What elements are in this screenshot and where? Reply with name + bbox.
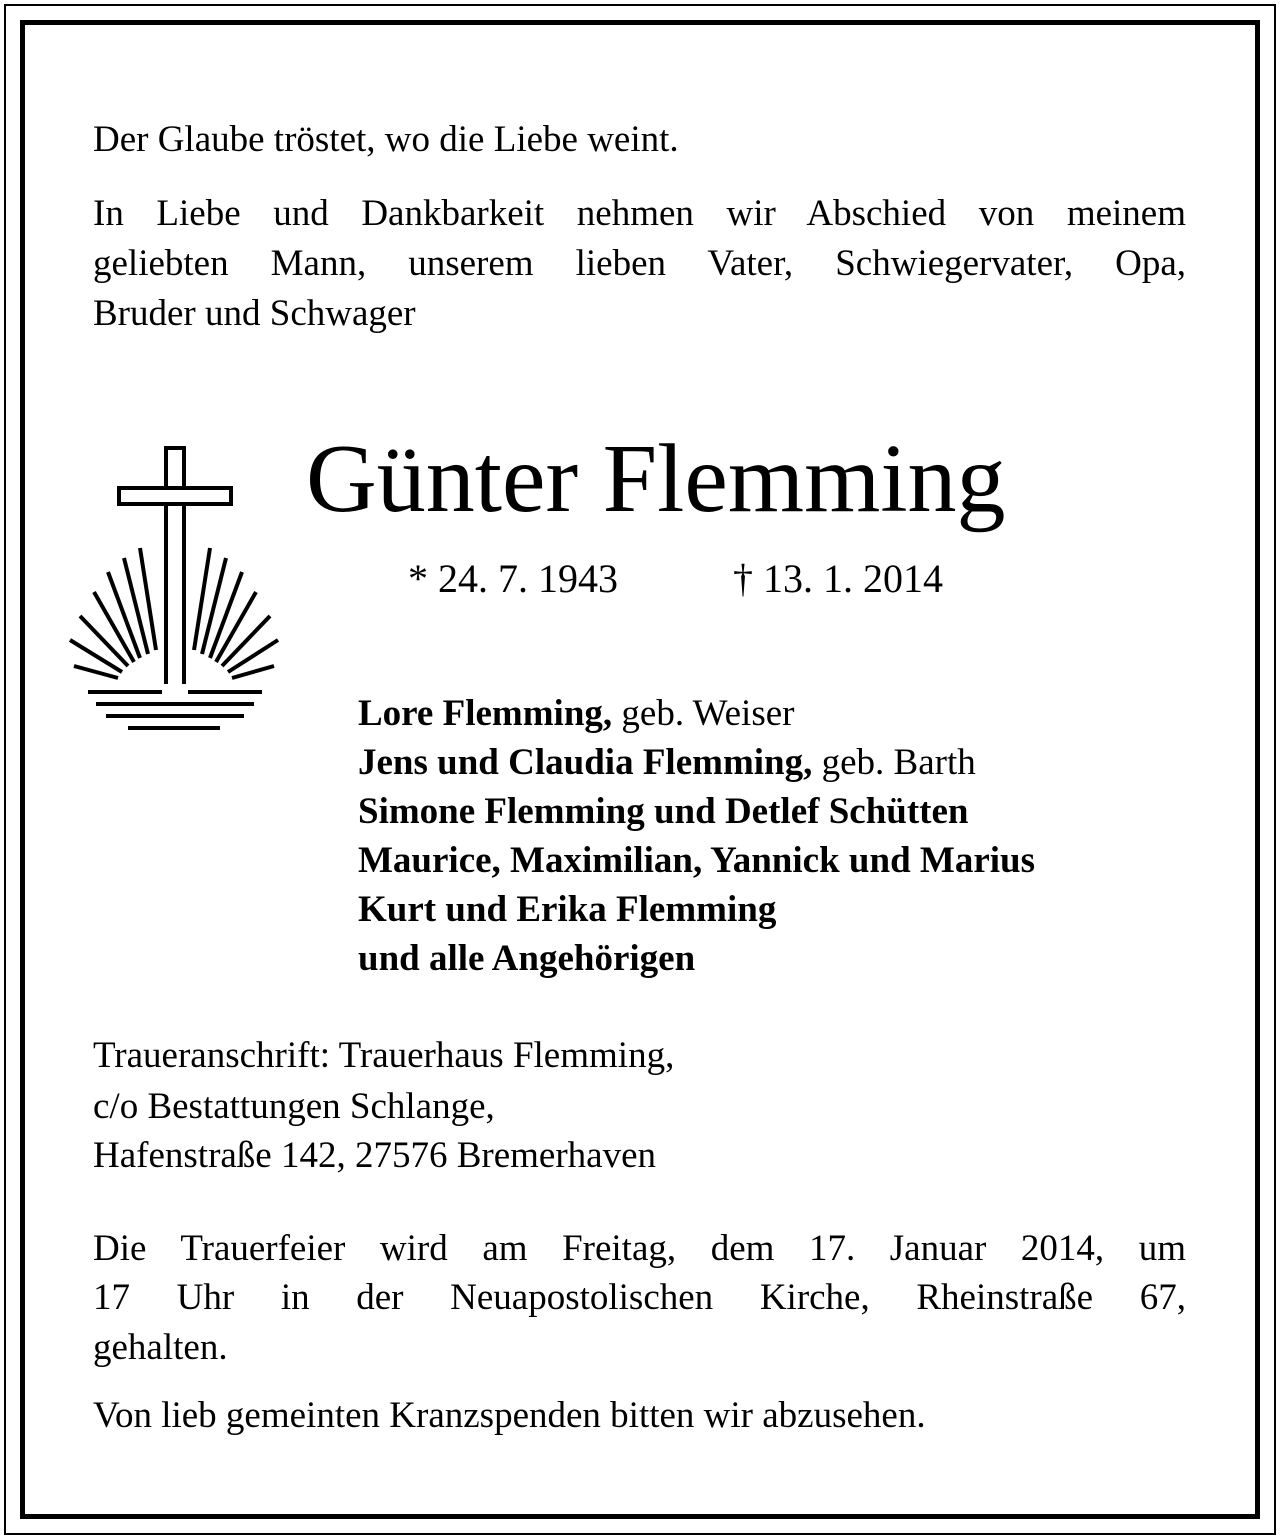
mourner-note: geb. Barth <box>821 742 976 783</box>
address-line-1: Traueranschrift: Trauerhaus Flemming, <box>93 1035 675 1076</box>
mourner-name: Jens und Claudia Flemming, <box>358 742 813 783</box>
mourner-line <box>358 741 976 785</box>
ceremony-line-3: gehalten. <box>93 1327 228 1368</box>
mourner-name: Kurt und Erika Flemming <box>358 889 777 930</box>
address-line-2: c/o Bestattungen Schlange, <box>93 1086 495 1127</box>
cross-sunrise-water-icon <box>64 440 284 740</box>
intro-line-2: geliebten Mann, unserem lieben Vater, Schwiegervater, Opa, <box>93 243 1186 284</box>
mourner-line <box>358 937 695 981</box>
mourner-name: Maurice, Maximilian, Yannick und Marius <box>358 840 1036 881</box>
intro-line-3: Bruder und Schwager <box>93 293 416 334</box>
ceremony-line-2: 17 Uhr in der Neuapostolischen Kirche, Rheinstraße 67, <box>93 1277 1186 1318</box>
mourner-line <box>358 839 1035 883</box>
mourner-name: Simone Flemming und Detlef Schütten <box>358 791 969 832</box>
mourner-line <box>358 790 969 834</box>
birth-date: * 24. 7. 1943 <box>408 556 618 601</box>
deceased-name: Günter Flemming <box>306 425 1006 533</box>
motto: Der Glaube tröstet, wo die Liebe weint. <box>93 119 679 160</box>
address-line-3: Hafenstraße 142, 27576 Bremerhaven <box>93 1135 657 1176</box>
closing-note: Von lieb gemeinten Kranzspenden bitten wir abzusehen. <box>93 1395 926 1436</box>
ceremony-line-1: Die Trauerfeier wird am Freitag, dem 17. Januar 2014, um <box>93 1228 1186 1269</box>
mourner-line <box>358 888 776 932</box>
intro-line-1: In Liebe und Dankbarkeit nehmen wir Abschied von meinem <box>93 193 1186 234</box>
mourner-line <box>358 692 794 736</box>
mourner-name: und alle Angehörigen <box>358 938 696 979</box>
mourner-note: geb. Weiser <box>621 693 795 734</box>
mourner-name: Lore Flemming, <box>358 693 613 734</box>
death-date: † 13. 1. 2014 <box>733 556 943 601</box>
